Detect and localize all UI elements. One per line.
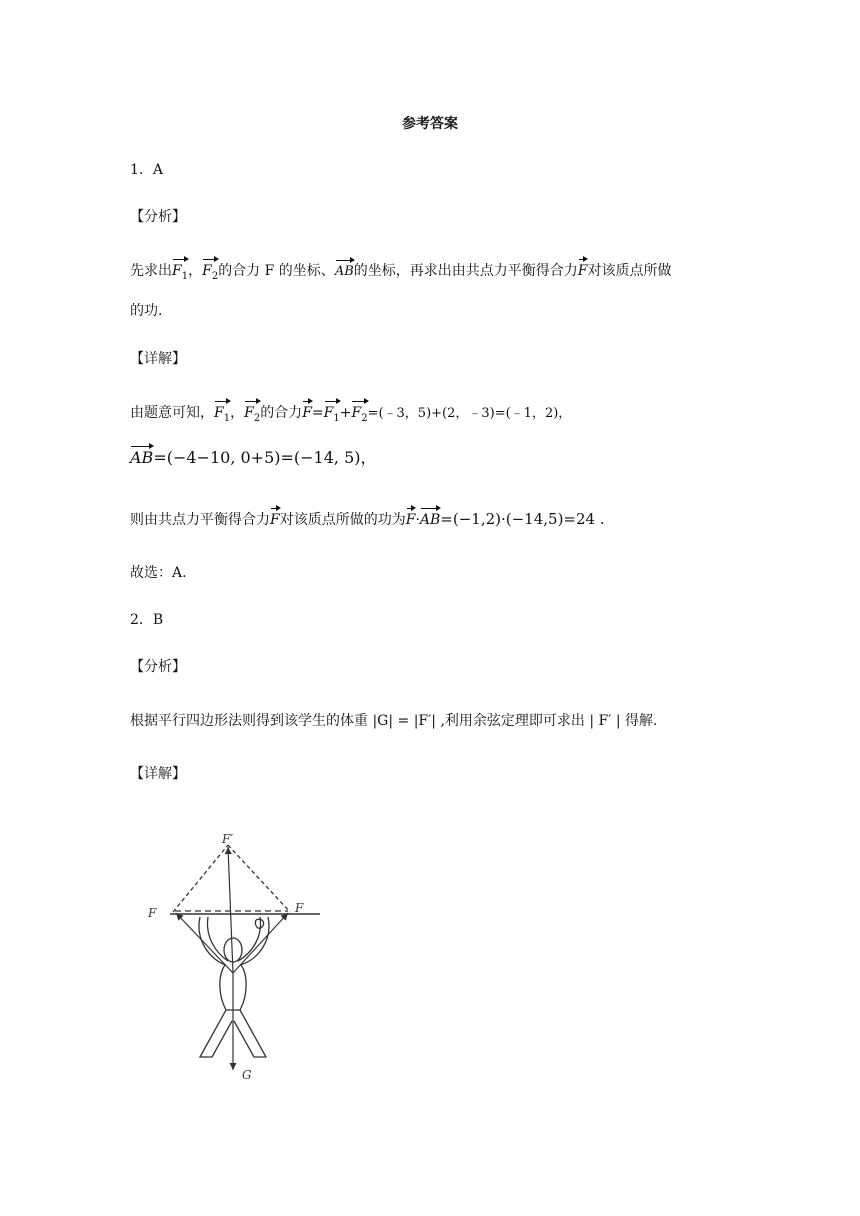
resultant-arrow xyxy=(228,847,233,973)
label-f-right: F xyxy=(295,901,304,915)
q2-analysis-text: 根据平行四边形法则得到该学生的体重 |G| = |F′| ,利用余弦定理即可求出 | F′ | 得解. xyxy=(130,713,658,729)
vector-f2: $F_2$ xyxy=(202,260,218,288)
vector-f1: $F_1$ xyxy=(324,402,340,430)
vector-f1: $F_1$ xyxy=(214,402,230,430)
vector-f: F xyxy=(578,260,588,282)
q1-analysis-line1: 先求出$F_1$，$F_2$的合力 F 的坐标、AB的坐标，再求出由共点力平衡得合力F对该质点所做 xyxy=(130,260,671,288)
force-diagram-svg xyxy=(140,825,340,1085)
vector-f: F xyxy=(406,509,416,531)
vector-ab: AB xyxy=(130,448,154,467)
student-figure xyxy=(199,917,269,1057)
page-title: 参考答案 xyxy=(402,116,458,132)
vector-ab: AB xyxy=(420,509,440,531)
label-f-prime: F′ xyxy=(222,832,234,846)
q1-ab-expression: AB=(−4−10, 0+5)=(−14, 5)， xyxy=(130,448,377,467)
vector-f: F xyxy=(302,402,312,424)
vector-f2: $F_2$ xyxy=(244,402,260,430)
dashed-left-edge xyxy=(173,845,228,912)
q2-detail-heading: 【详解】 xyxy=(130,766,186,782)
vector-f1: $F_1$ xyxy=(172,260,188,288)
q1-detail-line1: 由题意可知，$F_1$，$F_2$的合力$F=F_1+F_2=(﹣3$，5)+(2，﹣3)=(﹣1，2)， xyxy=(130,402,571,430)
vector-f2: $F_2$ xyxy=(351,402,367,430)
force-diagram xyxy=(140,825,340,1085)
q1-work-line: 则由共点力平衡得合力F对该质点所做的功为F·AB=(−1,2)·(−14,5)=24 . xyxy=(130,508,605,531)
dashed-right-edge xyxy=(228,845,290,912)
vector-f: F xyxy=(270,509,280,531)
vector-ab: AB xyxy=(335,261,354,283)
q1-detail-heading: 【详解】 xyxy=(130,351,186,367)
q1-analysis-line2: 的功. xyxy=(130,303,163,319)
label-g: G xyxy=(242,1068,252,1082)
q1-number: 1．A xyxy=(130,162,164,178)
label-f-left: F xyxy=(148,906,157,920)
q2-analysis-heading: 【分析】 xyxy=(130,659,186,675)
q1-choose: 故选：A. xyxy=(130,565,187,581)
q1-analysis-heading: 【分析】 xyxy=(130,209,186,225)
q2-number: 2．B xyxy=(130,612,164,628)
